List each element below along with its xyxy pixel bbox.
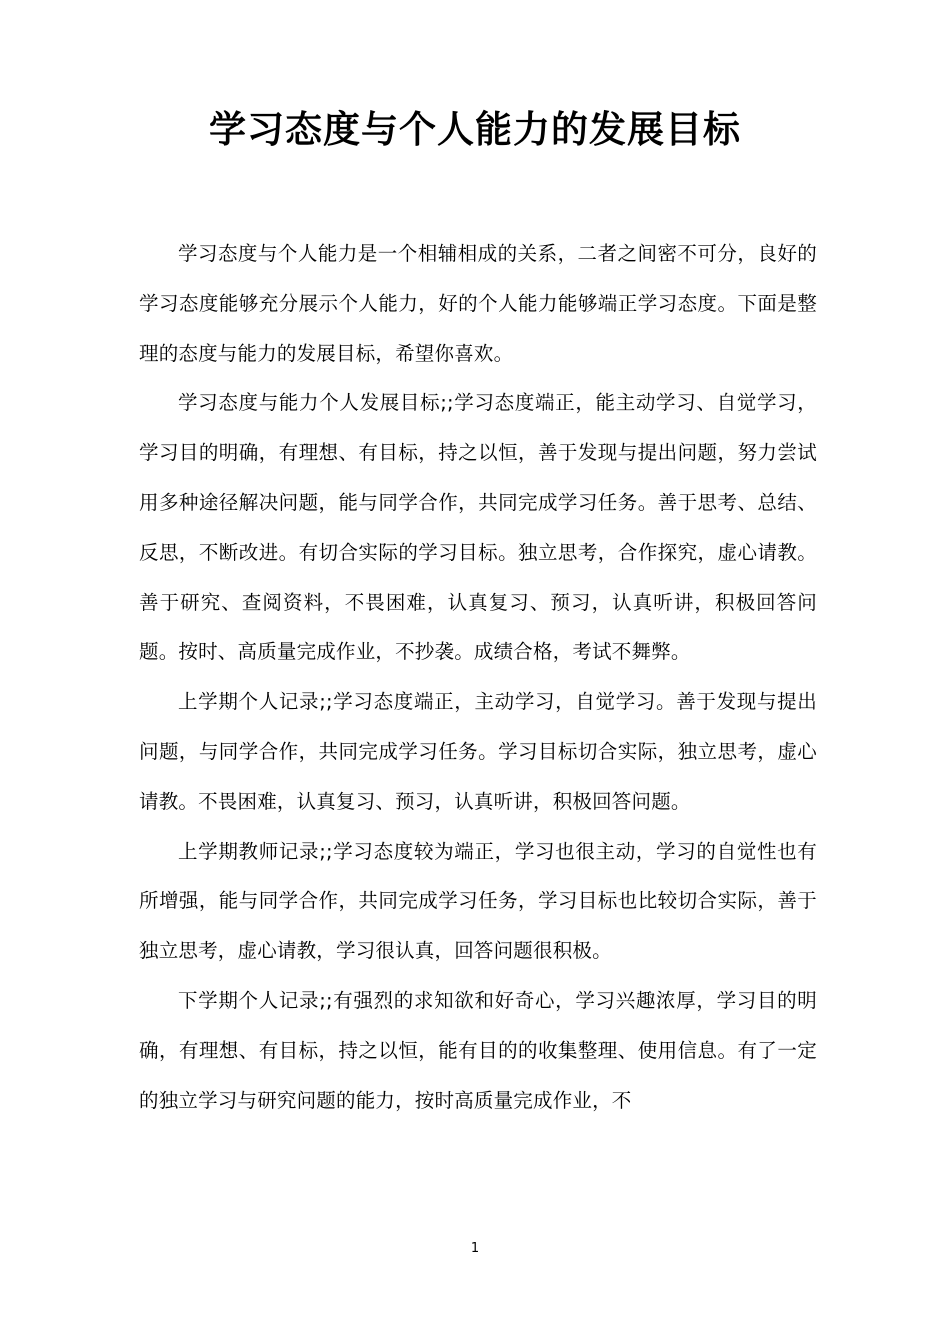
document-body — [139, 229, 817, 1125]
paragraph-first-term-self-record: 上学期个人记录;;学习态度端正，主动学习，自觉学习。善于发现与提出问题，与同学合作，共同完成学习任务。学习目标切合实际，独立思考，虚心请教。不畏困难，认真复习、预习，认真听讲，积极回答问题。 — [139, 690, 817, 813]
paragraph-first-term-teacher-record: 上学期教师记录;;学习态度较为端正，学习也很主动，学习的自觉性也有所增强，能与同学合作，共同完成学习任务，学习目标也比较切合实际，善于独立思考，虚心请教，学习很认真，回答问题很积极。 — [139, 839, 817, 963]
paragraph-intro: 学习态度与个人能力是一个相辅相成的关系，二者之间密不可分，良好的学习态度能够充分展示个人能力，好的个人能力能够端正学习态度。下面是整理的态度与能力的发展目标，希望你喜欢。 — [139, 242, 817, 365]
paragraph-personal-goals: 学习态度与能力个人发展目标;;学习态度端正，能主动学习、自觉学习，学习目的明确，有理想、有目标，持之以恒，善于发现与提出问题，努力尝试用多种途径解决问题，能与同学合作，共同完成学习任务。善于思考、总结、反思，不断改进。有切合实际的学习目标。独立思考，合作探究，虚心请教。善于研究、查阅资料，不畏困难，认真复习、预习，认真听讲，积极回答问题。按时、高质量完成作业，不抄袭。成绩合格，考试不舞弊。 — [139, 391, 817, 664]
page-number: 1 — [470, 1241, 480, 1256]
paragraph-second-term-self-record: 下学期个人记录;;有强烈的求知欲和好奇心，学习兴趣浓厚，学习目的明确，有理想、有目标，持之以恒，能有目的的收集整理、使用信息。有了一定的独立学习与研究问题的能力，按时高质量完成作业，不 — [139, 988, 817, 1112]
document-title: 学习态度与个人能力的发展目标 — [209, 108, 741, 151]
